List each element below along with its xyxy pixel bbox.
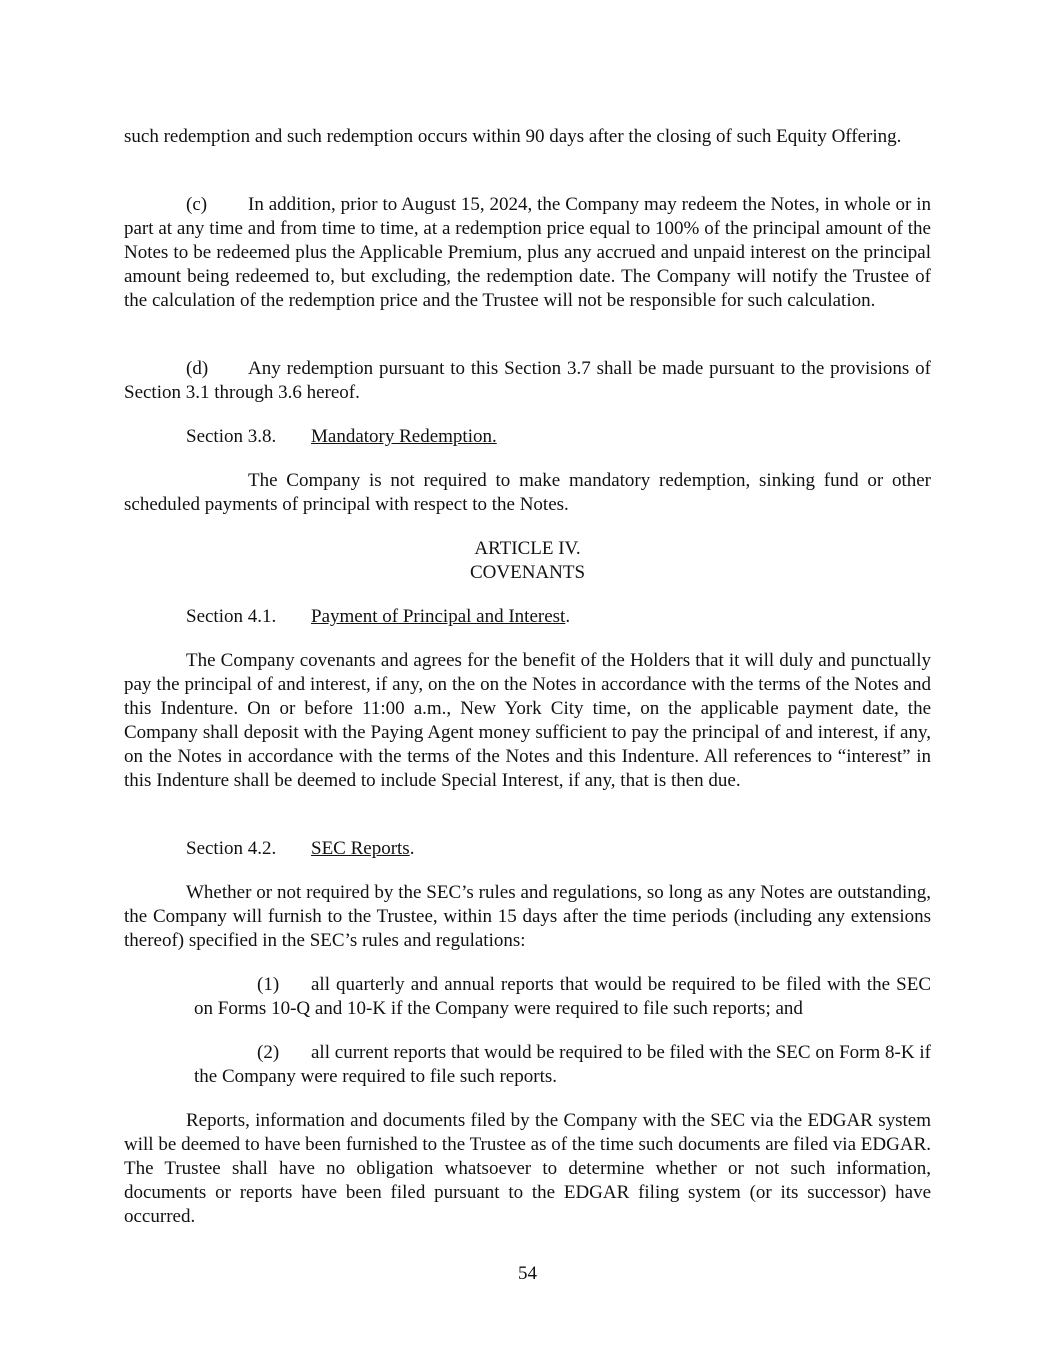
section-4-1-text: The Company covenants and agrees for the benefit of the Holders that it will duly and punctually pay the principal of and interest, if any, on the on the Notes in accordance with the terms of the Notes and this Indenture. On or before 11:00 a.m., New York City time, on the applicable payment date, the Company shall deposit with the Paying Agent money sufficient to pay the principal of and interest, if any, on the Notes in accordance with the terms of the Notes and this Indenture. All references to “interest” in this Indenture shall be deemed to include Special Interest, if any, that is then due. [124, 650, 931, 791]
clause-label: (d) [186, 358, 209, 379]
list-item-1 [194, 973, 931, 1021]
item-text: all quarterly and annual reports that would be required to be filed with the SEC on Forms 10-Q and 10-K if the Company were required to file such reports; and [194, 974, 931, 1019]
page-number: 54 [518, 1263, 537, 1284]
section-3-8-heading [124, 425, 931, 449]
edgar-paragraph: Reports, information and documents filed by the Company with the SEC via the EDGAR system will be deemed to have been furnished to the Trustee as of the time such documents are filed via EDGAR. The Trustee shall have no obligation whatsoever to determine whether or not such information, documents or reports have been filed pursuant to the EDGAR filing system (or its successor) have occurred. [124, 1110, 931, 1227]
section-3-8-text: The Company is not required to make mandatory redemption, sinking fund or other scheduled payments of principal with respect to the Notes. [124, 470, 931, 515]
item-text: all current reports that would be required to be filed with the SEC on Form 8-K if the Company were required to file such reports. [194, 1042, 931, 1087]
section-title: SEC Reports [311, 838, 410, 859]
article-heading [124, 537, 931, 585]
clause-text: Any redemption pursuant to this Section 3.7 shall be made pursuant to the provisions of Section 3.1 through 3.6 hereof. [124, 358, 931, 403]
section-number: Section 4.2. [186, 838, 277, 859]
list-item-2 [194, 1041, 931, 1089]
section-number: Section 4.1. [186, 606, 277, 627]
article-title: COVENANTS [469, 562, 586, 583]
article-number: ARTICLE IV. [474, 538, 581, 559]
item-label: (2) [257, 1042, 280, 1063]
section-4-2-text: Whether or not required by the SEC’s rules and regulations, so long as any Notes are outstanding, the Company will furnish to the Trustee, within 15 days after the time periods (including any extensions thereof) specified in the SEC’s rules and regulations: [124, 882, 931, 951]
section-title: Payment of Principal and Interest [311, 606, 566, 627]
clause-label: (c) [186, 194, 208, 215]
section-4-1-heading: Section 4.1. Payment of Principal and Interest. [186, 606, 571, 627]
paragraph-equity-offering: such redemption and such redemption occurs within 90 days after the closing of such Equity Offering. [124, 126, 902, 147]
section-number: Section 3.8. [186, 426, 277, 447]
section-4-2-heading: Section 4.2. SEC Reports. [186, 838, 415, 859]
section-title: Mandatory Redemption. [311, 426, 497, 447]
paragraph-d [124, 357, 931, 405]
item-label: (1) [257, 974, 280, 995]
paragraph-c [124, 193, 931, 313]
clause-text: In addition, prior to August 15, 2024, the Company may redeem the Notes, in whole or in part at any time and from time to time, at a redemption price equal to 100% of the principal amount of the Notes to be redeemed plus the Applicable Premium, plus any accrued and unpaid interest on the principal amount being redeemed to, but excluding, the redemption date. The Company will notify the Trustee of the calculation of the redemption price and the Trustee will not be responsible for such calculation. [124, 194, 931, 311]
